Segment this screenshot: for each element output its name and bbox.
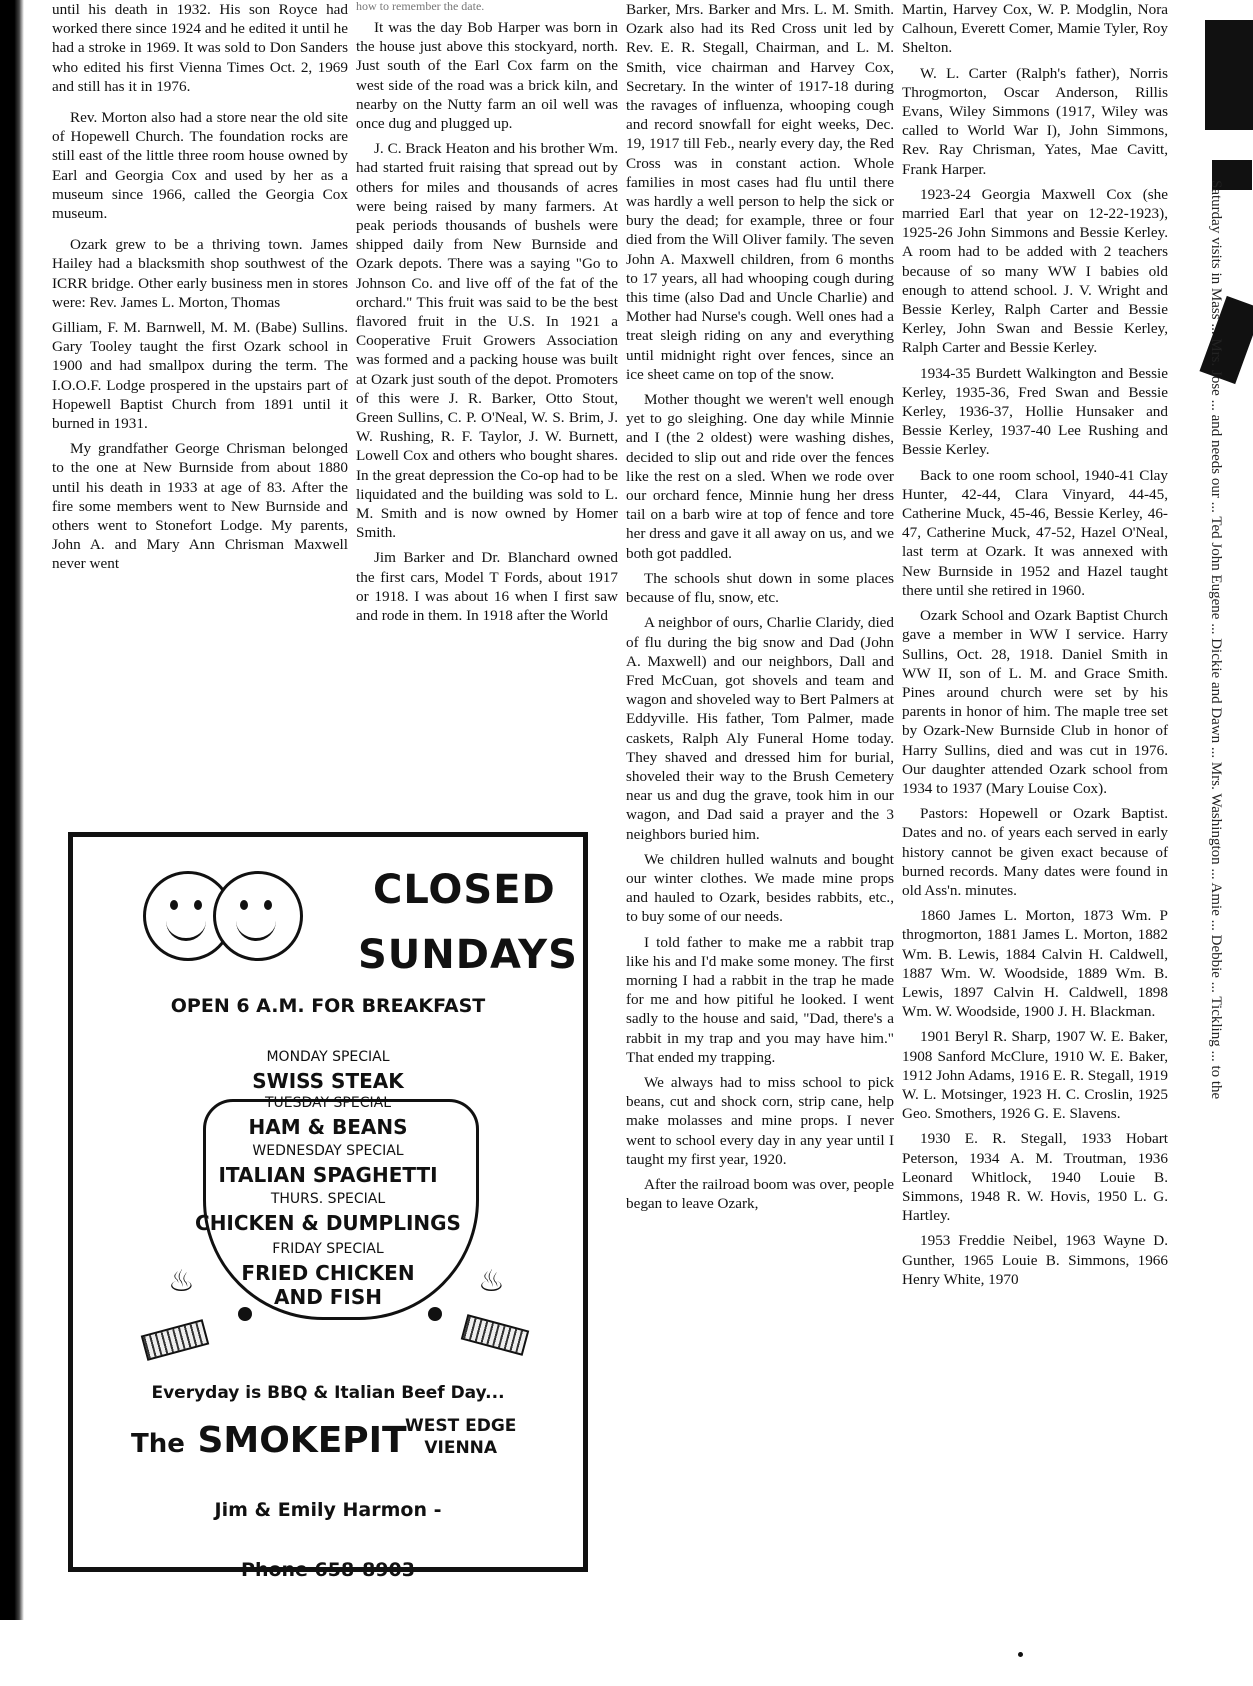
paragraph: Pastors: Hopewell or Ozark Baptist. Dates and no. of years each served in early history cannot be given exact because of burned records. Many dates were found in old Ass'n. minutes. — [902, 805, 1168, 899]
special-item: HAM & BEANS — [248, 1115, 408, 1139]
restaurant-phone: Phone 658-8903 — [241, 1559, 415, 1581]
paragraph: 1923-24 Georgia Maxwell Cox (she married Earl that year on 12-22-1923), 1925-26 John Simmons and Bessie Kerley. A room had to be added with 2 teachers because of so many WW I babies old enough to attend school. J. V. Wright and Bessie Kerley, Ralph Carter and Bessie Kerley, John Swan and Bessie Kerley, Ralph Carter and Bessie Kerley. — [902, 185, 1168, 357]
restaurant-location — [405, 1415, 516, 1459]
paragraph: Barker, Mrs. Barker and Mrs. L. M. Smith. Ozark also had its Red Cross unit led by Rev. E. R. Stegall, Chairman, and L. M. Smith, vice chairman and Harvey Cox, Secretary. In the winter of 1917-18 during the ravages of influenza, whooping cough and record snowfall for eight weeks, Dec. 19, 1917 till Feb., nearly every day, the Red Cross was in constant action. Whole families in most cases had flu until there was hardly a well person to help the sick or bury the dead; for example, three or four died from the Will Oliver family. The seven John A. Maxwell children, from 6 months to 17 years, all had whooping cough during this time (also Dad and Uncle Charlie) and Mother had Nurse's cough. Well ones had a treat sleigh riding on any and everything until midnight right over fences, since an ice sheet came on top of the snow. — [626, 1, 894, 383]
restaurant-name-prefix: The — [131, 1429, 185, 1459]
special-day-label: WEDNESDAY SPECIAL — [252, 1143, 404, 1159]
firewood-icon — [461, 1314, 530, 1356]
paragraph: how to remember the date. — [356, 0, 485, 12]
pot-leg — [238, 1307, 252, 1321]
ad-closed-heading: CLOSED — [373, 867, 556, 913]
article-column-4 — [902, 0, 1168, 1295]
paragraph: Martin, Harvey Cox, W. P. Modglin, Nora Calhoun, Everett Comer, Mamie Tyler, Roy Shelton. — [902, 1, 1168, 57]
article-column-3 — [626, 0, 894, 1219]
paragraph: We children hulled walnuts and bought our winter clothes. We made mine props and hauled to Ozark, besides rabbits, etc., to buy some of our needs. — [626, 850, 894, 926]
paragraph: We always had to miss school to pick beans, cut and shock corn, strip cane, help make molasses and mine props. I never went to school every day in any year until I taught my first year, 1920. — [626, 1073, 894, 1168]
paragraph: A neighbor of ours, Charlie Claridy, died of flu during the big snow and Dad (John A. Maxwell) and our neighbors, Dall and Fred McCuan, got shovels and team and wagon and shoveled way to Bert Palmers at Eddyville. His father, Tom Palmer, made caskets, Ralph Aly Funeral Home today. They shaved and dressed him for burial, shoveled their way to the Brush Cemetery near us and dug the grave, took him in our wagon, and Dad said a prayer and the 3 neighbors buried him. — [626, 614, 894, 843]
flame-icon: ♨ — [478, 1264, 505, 1299]
margin-clipping-text: Saturday visits in Mass ... Mrs. Jose ... and needs our ... Ted John Eugene ... Dickie and Dawn ... Mrs. Washington ... Amie ... Debbie ... Tickling ... to the — [1208, 180, 1224, 1100]
paragraph: Ozark School and Ozark Baptist Church gave a member in WW I service. Harry Sullins, Oct. 28, 1918. Daniel Smith in WW II, son of L. M. and Grace Smith. Pines around church were set by his parents in honor of him. The maple tree set by Ozark-New Burnside Club in honor of Harry Sullins, died and was cut in 1976. Our daughter attended Ozark school from 1934 to 1937 (Mary Louise Cox). — [902, 607, 1168, 797]
ad-open-hours: OPEN 6 A.M. FOR BREAKFAST — [170, 995, 486, 1017]
paragraph: 1953 Freddie Neibel, 1963 Wayne D. Gunther, 1965 Louie B. Simmons, 1966 Henry White, 1970 — [902, 1232, 1168, 1288]
special-day-label: THURS. SPECIAL — [270, 1191, 386, 1207]
location-line: VIENNA — [424, 1438, 498, 1458]
special-item: FRIED CHICKEN — [241, 1261, 415, 1285]
scan-edge — [0, 0, 24, 1620]
special-item: SWISS STEAK — [252, 1069, 404, 1093]
paragraph: W. L. Carter (Ralph's father), Norris Throgmorton, Oscar Anderson, Rillis Evans, Wiley Simmons (1917, Wiley was called to World War I), John Simmons, Rev. Ray Chrisman, Yates, Mae Cavitt, Frank Harper. — [902, 64, 1168, 178]
paragraph: My grandfather George Chrisman belonged to the one at New Burnside from about 1880 until his death in 1933 at age of 83. After the fire some members went to New Burnside and others went to Stonefort Lodge. My parents, John A. and Mary Ann Chrisman Maxwell never went — [52, 440, 348, 573]
restaurant-owners: Jim & Emily Harmon - — [214, 1499, 442, 1521]
paragraph: Back to one room school, 1940-41 Clay Hunter, 42-44, Clara Vinyard, 44-45, Catherine Muck, 45-46, Bessie Kerley, 46-47, Catherine Muck, 47-52, Hazel O'Neal, last term at Ozark. It was annexed with New Burnside in 1952 and Hazel taught there until she retired in 1960. — [902, 466, 1168, 599]
paragraph: Mother thought we weren't well enough yet to go sleighing. One day while Minnie and I (the 2 oldest) were washing dishes, decided to slip out and ride over the fences like the rest on a sled. When we rode over our orchard fence, Minnie hung her dress tail on a barb wire at top of fence and tore her dress and gave it all away on us, and we both got paddled. — [626, 391, 894, 562]
paragraph: 1930 E. R. Stegall, 1933 Hobart Peterson, 1934 A. M. Troutman, 1936 Leonard Whitlock, 1940 Louie B. Simmons, 1948 R. W. Hovis, 1950 L. G. Hartley. — [902, 1130, 1168, 1225]
paragraph: 1934-35 Burdett Walkington and Bessie Kerley, 1935-36, Fred Swan and Bessie Kerley, 1936-37, Hollie Hunsaker and Bessie Kerley, 1937-40 Lee Rushing and Bessie Kerley. — [902, 364, 1168, 459]
paragraph: J. C. Brack Heaton and his brother Wm. had started fruit raising that spread out by others for miles and thousands of acres were being raised by many farmers. At peak periods thousands of bushels were shipped daily from New Burnside and Ozark depots. There was a saying "Go to Johnson Co. and live off of the fat of the orchard." This fruit was said to be the best flavored fruit in the U.S. In 1921 a Cooperative Fruit Growers Association was formed and a packing house was built at Ozark just south of the depot. Promoters of this were J. R. Barker, Otto Stout, Green Sullins, C. P. O'Neal, W. S. Brim, J. W. Rushing, R. F. Taylor, J. W. Burnett, Lowell Cox and others who bought shares. In the great depression the Co-op had to be liquidated and the building was sold to L. M. Smith and is now owned by Homer Smith. — [356, 140, 618, 542]
restaurant-name — [131, 1420, 407, 1461]
special-day-label: FRIDAY SPECIAL — [272, 1241, 384, 1257]
special-item: CHICKEN & DUMPLINGS — [195, 1211, 461, 1235]
firewood-icon — [141, 1319, 210, 1361]
ink-blot — [1205, 20, 1253, 130]
paragraph: Gilliam, F. M. Barnwell, M. M. (Babe) Sullins. Gary Tooley taught the first Ozark school in 1900 and had smallpox during the term. The I.O.O.F. Lodge prospered in the upstairs part of Hopewell Baptist Church from 1891 until it burned in 1931. — [52, 319, 348, 433]
margin-clipping — [1130, 180, 1240, 1100]
scan-dot — [1018, 1652, 1023, 1657]
paragraph: It was the day Bob Harper was born in the house just above this stockyard, north. Just south of the Earl Cox farm on the west side of the road was a brick kiln, and nearby on the Nutty farm an oil well was once dug and plugged up. — [356, 19, 618, 133]
ad-bbq-tagline: Everyday is BBQ & Italian Beef Day... — [151, 1383, 505, 1403]
paragraph: Rev. Morton also had a store near the old site of Hopewell Church. The foundation rocks are still east of the little three room house owned by Earl and Georgia Cox and used by her as a museum since 1966, called the Georgia Cox museum. — [52, 109, 348, 223]
paragraph: Ozark grew to be a thriving town. James Hailey had a blacksmith shop southwest of the ICRR bridge. Other early business men in stores were: Rev. James L. Morton, Thomas — [52, 236, 348, 311]
paragraph: 1860 James L. Morton, 1873 Wm. P throgmorton, 1881 James L. Morton, 1882 Wm. B. Lewis, 1884 Calvin H. Caldwell, 1887 Wm. W. Woodside, 1889 Wm. B. Lewis, 1897 Calvin H. Caldwell, 1898 Wm. W. Woodside, 1900 J. H. Blackman. — [902, 907, 1168, 1021]
smiley-face-icon — [213, 871, 303, 961]
special-day-label: TUESDAY SPECIAL — [264, 1095, 391, 1111]
smokepit-advertisement — [68, 832, 588, 1581]
paragraph: until his death in 1932. His son Royce had worked there since 1924 and he edited it until he had a stroke in 1969. It was sold to Don Sanders who edited his first Vienna Times Oct. 2, 1969 and still has it in 1976. — [52, 1, 348, 95]
special-item: AND FISH — [273, 1285, 383, 1309]
ad-sundays-heading: SUNDAYS — [358, 932, 578, 978]
location-line: WEST EDGE — [405, 1416, 517, 1436]
pot-leg — [428, 1307, 442, 1321]
special-item: ITALIAN SPAGHETTI — [218, 1163, 438, 1187]
article-column-1 — [52, 0, 348, 580]
paragraph: After the railroad boom was over, people began to leave Ozark, — [626, 1175, 894, 1213]
paragraph: I told father to make me a rabbit trap like his and I'd make some money. The first morning I had a rabbit in the trap he made for me and how pitiful he looked. I went sadly to the house and said, "Dad, there's a rabbit in my trap and you may have him." That ended my trapping. — [626, 933, 894, 1066]
paragraph: The schools shut down in some places because of flu, snow, etc. — [626, 569, 894, 607]
special-day-label: MONDAY SPECIAL — [266, 1049, 390, 1065]
article-column-2 — [356, 0, 618, 631]
paragraph: Jim Barker and Dr. Blanchard owned the first cars, Model T Fords, about 1917 or 1918. I was about 16 when I first saw and rode in them. In 1918 after the World — [356, 549, 618, 625]
paragraph: 1901 Beryl R. Sharp, 1907 W. E. Baker, 1908 Sanford McClure, 1910 W. E. Baker, 1912 John Adams, 1916 E. R. Stegall, 1919 W. L. Motsinger, 1923 H. C. Croslin, 1925 Geo. Smothers, 1926 G. E. Slavens. — [902, 1028, 1168, 1123]
flame-icon: ♨ — [168, 1264, 195, 1299]
restaurant-name-main: SMOKEPIT — [197, 1420, 407, 1461]
